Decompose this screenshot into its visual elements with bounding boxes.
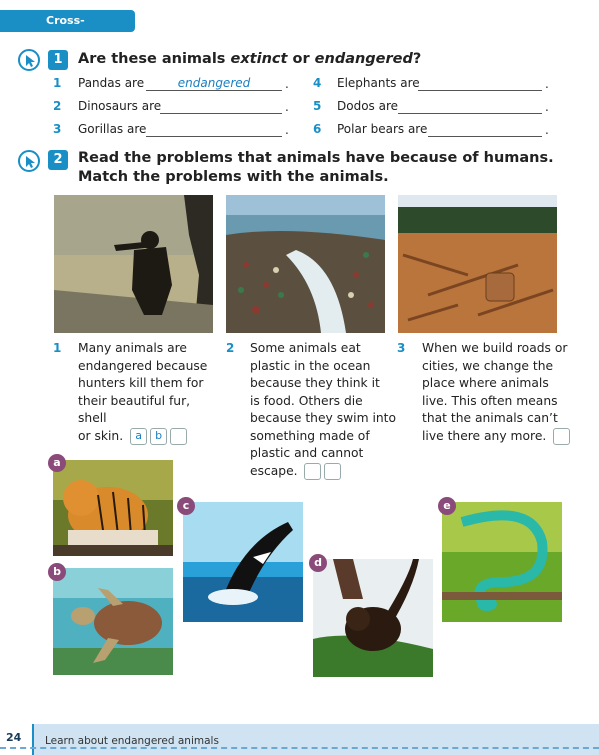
full-stop: . [545, 77, 549, 91]
answer-box[interactable]: a [130, 428, 147, 445]
section-banner [0, 10, 135, 49]
question-number: 6 [313, 122, 322, 136]
answer-text: endangered [177, 76, 251, 90]
full-stop: . [545, 100, 549, 114]
exercise-2-title-line1: Read the problems that animals have because of humans. [78, 150, 554, 166]
answer-box[interactable] [304, 463, 321, 480]
text-line: Many animals are [78, 341, 188, 355]
title-part: Are these animals [78, 51, 231, 67]
problem-number: 3 [397, 341, 406, 355]
full-stop: . [285, 77, 289, 91]
question-text: Polar bears are [337, 122, 428, 136]
question-number: 2 [53, 99, 62, 113]
answer-field[interactable] [398, 99, 542, 114]
page-number: 24 [6, 731, 22, 744]
turtle-photo [53, 568, 173, 675]
text-line: escape. [250, 463, 298, 478]
question-text: Dinosaurs are [78, 99, 162, 113]
snake-photo [442, 502, 562, 622]
answer-field[interactable] [418, 76, 542, 91]
animal-letter-badge: b [48, 563, 66, 581]
question-number: 5 [313, 99, 322, 113]
text-line: plastic in the ocean [250, 358, 371, 373]
problem-number: 1 [53, 341, 62, 355]
deforestation-photo [398, 195, 557, 333]
problem-1-text [78, 340, 218, 445]
exercise-number-badge: 2 [48, 150, 68, 170]
banner-label: Cross-curricular [46, 14, 106, 49]
animal-letter-badge: a [48, 454, 66, 472]
tiger-photo [53, 460, 173, 556]
text-line: because they think it [250, 376, 380, 390]
text-line: live there any more. [422, 428, 547, 443]
text-line: Some animals eat [250, 341, 361, 355]
text-line: that the animals can’t [422, 411, 558, 425]
full-stop: . [545, 123, 549, 137]
footer-dashed-line [0, 747, 599, 749]
answer-box[interactable] [324, 463, 341, 480]
answer-box[interactable] [170, 428, 187, 445]
hunter-photo [54, 195, 213, 333]
problem-2-text [250, 340, 400, 480]
text-line: or skin. [78, 428, 124, 443]
animal-letter-badge: d [309, 554, 327, 572]
title-part-italic: extinct [230, 51, 288, 67]
orca-photo [183, 502, 303, 622]
exercise-2-title-line2: Match the problems with the animals. [78, 169, 389, 185]
question-text: Pandas are [78, 76, 145, 90]
text-line: hunters kill them for [78, 376, 204, 390]
answer-box[interactable] [553, 428, 570, 445]
plastic-pollution-photo [226, 195, 385, 333]
problem-number: 2 [226, 341, 235, 355]
text-line: is food. Others die [250, 393, 363, 408]
text-line: their beautiful fur, shell [78, 393, 191, 425]
full-stop: . [285, 100, 289, 114]
full-stop: . [285, 123, 289, 137]
question-text: Gorillas are [78, 122, 147, 136]
title-part-italic: endangered [314, 51, 413, 67]
text-line: place where animals [422, 376, 549, 390]
exercise-number-badge: 1 [48, 50, 68, 70]
animal-letter-badge: e [438, 497, 456, 515]
question-number: 4 [313, 76, 322, 90]
text-line: When we build roads or [422, 341, 568, 355]
monkey-photo [313, 559, 433, 677]
answer-box[interactable]: b [150, 428, 167, 445]
title-part: ? [412, 51, 422, 67]
question-number: 3 [53, 122, 62, 136]
problem-3-text [422, 340, 572, 445]
footer-title: Learn about endangered animals [45, 735, 219, 747]
text-line: because they swim into [250, 411, 397, 425]
answer-field[interactable] [146, 76, 282, 91]
exercise-1-title [78, 50, 421, 69]
text-line: cities, we change the [422, 358, 554, 373]
question-number: 1 [53, 76, 62, 90]
cursor-icon [18, 49, 40, 71]
cursor-icon [18, 150, 40, 172]
answer-field[interactable] [428, 122, 542, 137]
question-text: Dodos are [337, 99, 399, 113]
animal-letter-badge: c [177, 497, 195, 515]
answer-field[interactable] [146, 122, 282, 137]
answer-field[interactable] [160, 99, 282, 114]
text-line: plastic and cannot [250, 446, 364, 460]
text-line: something made of [250, 428, 370, 443]
title-part: or [287, 51, 315, 67]
text-line: endangered because [78, 358, 208, 373]
question-text: Elephants are [337, 76, 420, 90]
text-line: live. This often means [422, 393, 558, 408]
